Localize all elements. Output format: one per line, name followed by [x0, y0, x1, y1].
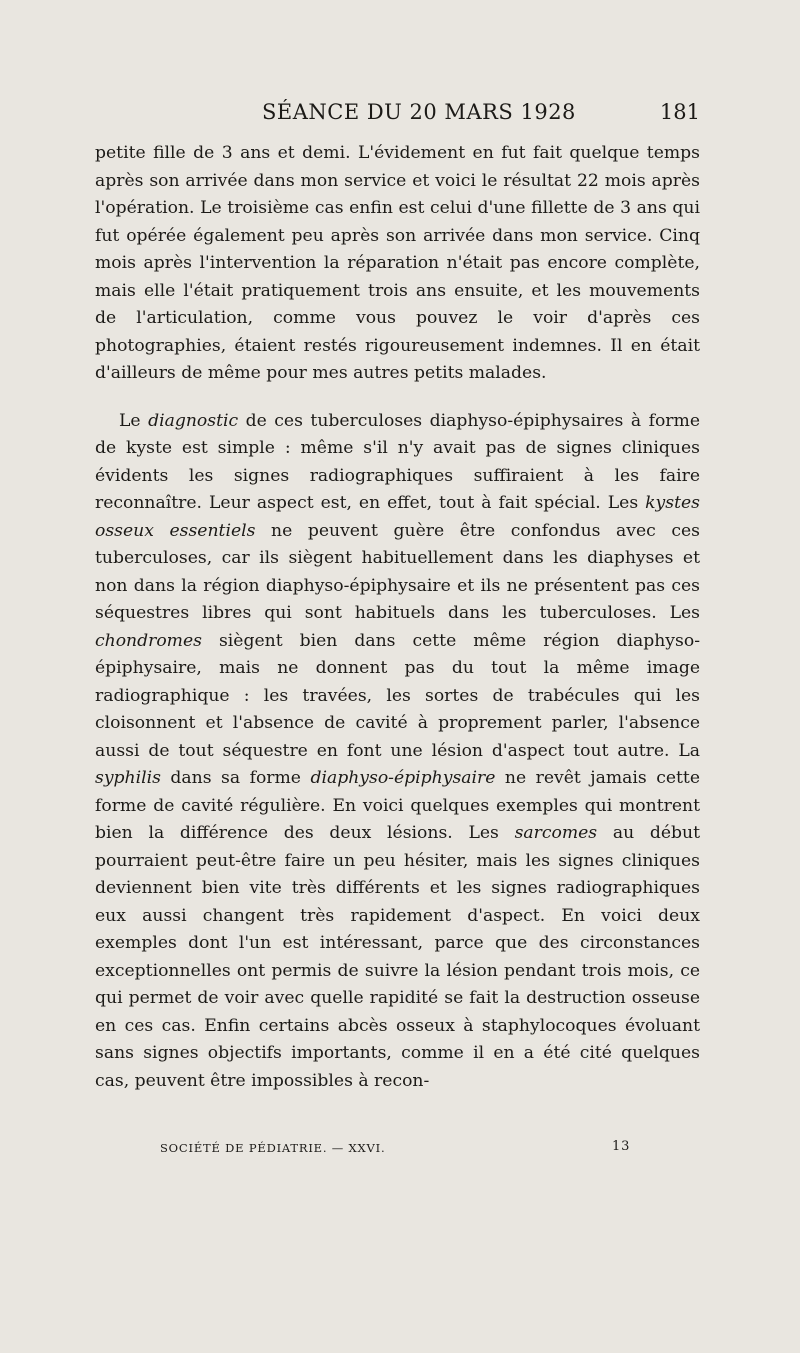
page-footer [0, 1141, 800, 1163]
italic-term-diagnostic: diagnostic [148, 410, 239, 431]
text-run: de ces tuberculoses diaphyso-épiphysaires à forme de kyste est simple : même s'il n'y avait pas de signes cliniques évidents les signes radiographiques suffiraient à les faire reconnaître. Leur aspect est, en effet, tout à fait spécial. Les [95, 410, 700, 513]
page-number: 181 [659, 100, 700, 124]
signature-line: SOCIÉTÉ DE PÉDIATRIE. — XXVI. [160, 1141, 386, 1155]
italic-term-chondromes: chondromes [95, 630, 202, 651]
page-header [0, 96, 800, 130]
text-run: ne peuvent guère être confondus avec ces tuberculoses, car ils siègent habituellement dans les diaphyses et non dans la région diaphyso-épiphysaire et ils ne présentent pas ces séquestres libres qui sont habituels dans les tuberculoses. Les [95, 520, 700, 623]
running-head: SÉANCE DU 20 MARS 1928 [262, 100, 576, 124]
italic-term-kystes: kystes osseux essentiels [95, 493, 700, 541]
text-run: dans sa forme [160, 768, 311, 788]
paragraph-2 [95, 408, 700, 1096]
italic-term-sarcomes: sarcomes [514, 823, 598, 843]
italic-term-syphilis: syphilis [95, 768, 161, 788]
text-run: ne revêt jamais cette forme de cavité régulière. En voici quelques exemples qui montrent bien la différence des deux lésions. Les [95, 768, 700, 843]
text-run: Le [119, 410, 149, 431]
paragraph-1: petite fille de 3 ans et demi. L'évidement en fut fait quelque temps après son arrivée dans mon service et voici le résultat 22 mois après l'opération. Le troisième cas enfin est celui d'une fillette de 3 ans qui fut opérée également peu après son arrivée dans mon service. Cinq mois après l'intervention la réparation n'était pas encore complète, mais elle l'était pratiquement trois ans ensuite, et les mouvements de l'articulation, comme vous pouvez le voir d'après ces photographies, étaient restés rigoureusement indemnes. Il en était d'ailleurs de même pour mes autres petits malades. [95, 143, 700, 383]
signature-number: 13 [612, 1139, 631, 1154]
body-text [95, 140, 700, 1095]
text-run: siègent bien dans cette même région diaphyso-épiphysaire, mais ne donnent pas du tout la même image radiographique : les travées, les sortes de trabécules qui les cloisonnent et l'absence de cavité à proprement parler, l'absence aussi de tout séquestre en font une lésion d'aspect tout autre. La [95, 630, 700, 761]
text-run: au début pourraient peut-être faire un peu hésiter, mais les signes cliniques deviennent bien vite très différents et les signes radiographiques eux aussi changent très rapidement d'aspect. En voici deux exemples dont l'un est intéressant, parce que des circonstances exceptionnelles ont permis de suivre la lésion pendant trois mois, ce qui permet de voir avec quelle rapidité se fait la destruction osseuse en ces cas. Enfin certains abcès osseux à staphylocoques évoluant sans signes objectifs importants, comme il en a été cité quelques cas, peuvent être impossibles à recon- [95, 823, 700, 1091]
italic-term-diaphyso: diaphyso-épiphysaire [310, 768, 496, 788]
